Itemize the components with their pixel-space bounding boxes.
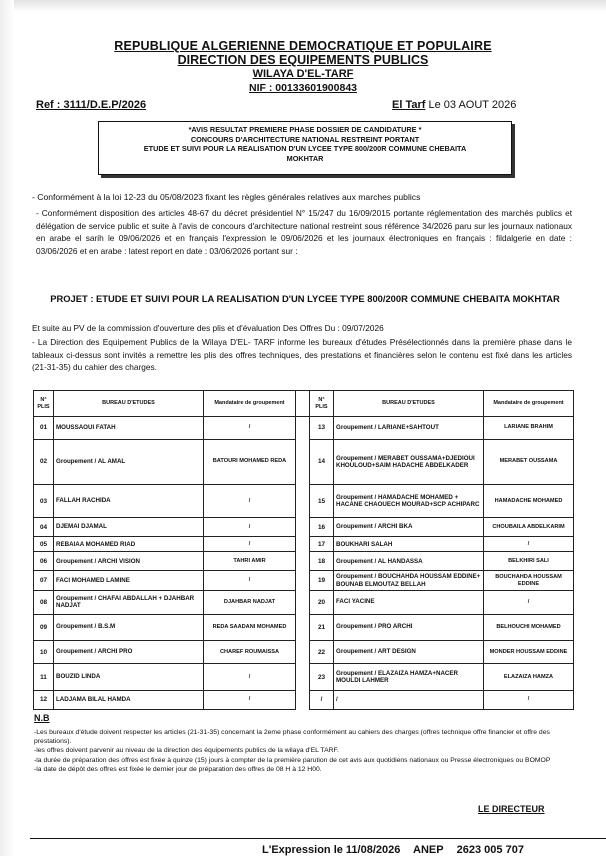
bureau-name-left: Groupement / ARCHI PRO <box>54 640 204 664</box>
row-number-right: 21 <box>310 614 334 640</box>
header-mandataire-right: Mandataire de groupement <box>484 391 574 417</box>
mandataire-left: CHAREF ROUMAISSA <box>204 640 296 664</box>
avis-box <box>98 121 512 175</box>
table-gap <box>296 537 310 552</box>
bureau-name-right: Groupement / ARCHI BKA <box>334 518 484 537</box>
avis-line-4: MOKHTAR <box>286 153 324 163</box>
row-number-left: 10 <box>34 640 54 664</box>
mandataire-right: BELKHIRI SALI <box>484 552 574 571</box>
table-row <box>34 664 574 690</box>
avis-line-2: CONCOURS D'ARCHITECTURE NATIONAL RESTREINT PORTANT <box>190 134 420 144</box>
bureau-name-left: MOUSSAOUI FATAH <box>54 417 204 440</box>
row-number-left: 08 <box>34 590 54 614</box>
pv-paragraph: Et suite au PV de la commission d'ouverture des plis et d'évaluation Des Offres Du : 09/07/2026 <box>32 323 384 333</box>
mandataire-left: / <box>204 537 296 552</box>
table-gap <box>296 614 310 640</box>
header-mandataire-left: Mandataire de groupement <box>204 391 296 417</box>
table-row <box>34 690 574 709</box>
table-row <box>34 590 574 614</box>
mandataire-left: REDA SAADANI MOHAMED <box>204 614 296 640</box>
mandataire-right: / <box>484 537 574 552</box>
table-row <box>34 640 574 664</box>
footer-agency: ANEP <box>413 844 444 856</box>
issue-date: Le 03 AOUT 2026 <box>428 99 517 111</box>
row-number-right: 18 <box>310 552 334 571</box>
row-number-left: 09 <box>34 614 54 640</box>
mandataire-left: / <box>204 690 296 709</box>
mandataire-right: ELAZAIZA HAMZA <box>484 664 574 690</box>
bureau-name-right: FACI YACINE <box>334 590 484 614</box>
table-row <box>34 571 574 590</box>
notes-list <box>34 728 564 774</box>
mandataire-right: / <box>484 690 574 709</box>
row-number-right: 17 <box>310 537 334 552</box>
mandataire-right: BOUCHAHDA HOUSSAM EDDINE <box>484 571 574 590</box>
bureau-name-left: Groupement / ARCHI VISION <box>54 552 204 571</box>
row-number-right: 15 <box>310 485 334 518</box>
bureau-name-right: BOUKHARI SALAH <box>334 537 484 552</box>
bureau-name-right: / <box>334 690 484 709</box>
publication-footer <box>262 844 534 856</box>
row-number-left: 12 <box>34 690 54 709</box>
mandataire-left: DJAHBAR NADJAT <box>204 590 296 614</box>
mandataire-left: / <box>204 485 296 518</box>
table-row <box>34 537 574 552</box>
mandataire-right: / <box>484 590 574 614</box>
avis-line-3: ETUDE ET SUIVI POUR LA REALISATION D'UN LYCEE TYPE 800/200R COMMUNE CHEBAITA <box>143 144 467 154</box>
row-number-right: 13 <box>310 417 334 440</box>
footer-source: L'Expression le 11/08/2026 <box>262 844 401 856</box>
nb-label: N.B <box>34 713 50 723</box>
bureau-name-right: Groupement / AL HANDASSA <box>334 552 484 571</box>
table-row <box>34 614 574 640</box>
bureau-name-right: Groupement / LARIANE+SAHTOUT <box>334 417 484 440</box>
footer-divider <box>30 838 606 839</box>
table-gap <box>296 664 310 690</box>
mandataire-right: MERABET OUSSAMA <box>484 439 574 484</box>
nif-number: NIF : 00133601900843 <box>249 82 357 94</box>
table-row <box>34 439 574 484</box>
row-number-left: 05 <box>34 537 54 552</box>
table-gap <box>296 590 310 614</box>
footer-code: 2623 005 707 <box>456 844 524 856</box>
table-gap <box>296 417 310 440</box>
header-num-right: N° PLIS <box>310 391 334 417</box>
row-number-right: 22 <box>310 640 334 664</box>
row-number-right: 20 <box>310 590 334 614</box>
bureau-name-right: Groupement / MERABET OUSSAMA+DJEDIOUI KHOULOUD+SAIM HADACHE ABDELKADER <box>334 439 484 484</box>
scan-shadow-left <box>0 0 14 856</box>
bureau-name-left: BOUZID LINDA <box>54 664 204 690</box>
bureau-name-left: FACI MOHAMED LAMINE <box>54 571 204 590</box>
table-row <box>34 485 574 518</box>
table-gap <box>296 485 310 518</box>
table-gap <box>296 391 310 417</box>
row-number-left: 06 <box>34 552 54 571</box>
table-gap <box>296 518 310 537</box>
table-gap <box>296 690 310 709</box>
row-number-left: 11 <box>34 664 54 690</box>
mandataire-left: / <box>204 571 296 590</box>
reference-number: Ref : 3111/D.E.P/2026 <box>36 99 147 111</box>
director-signature: LE DIRECTEUR <box>478 804 545 814</box>
table-header-row <box>34 391 574 417</box>
project-title: PROJET : ETUDE ET SUIVI POUR LA REALISATION D'UN LYCEE TYPE 800/200R COMMUNE CHEBAITA MOKHTAR <box>50 293 560 304</box>
bureaux-table <box>33 390 574 710</box>
bureau-name-left: FALLAH RACHIDA <box>54 485 204 518</box>
bureau-name-left: Groupement / CHAFAI ABDALLAH + DJAHBAR NADJAT <box>54 590 204 614</box>
bureau-name-left: Groupement / AL AMAL <box>54 439 204 484</box>
row-number-left: 04 <box>34 518 54 537</box>
mandataire-right: LARIANE BRAHIM <box>484 417 574 440</box>
row-number-right: 16 <box>310 518 334 537</box>
table-gap <box>296 571 310 590</box>
row-number-left: 02 <box>34 439 54 484</box>
table-gap <box>296 439 310 484</box>
row-number-right: 23 <box>310 664 334 690</box>
bureau-name-left: Groupement / B.S.M <box>54 614 204 640</box>
decree-paragraph: - Conformément disposition des articles 48-67 du décret présidentiel N° 15/247 du 16/09/2015 portante réglementation des marchés publics et délégation de service public et suite à l'avis de concours d'architecture national restreint sous référence 34/2026 paru sur les journaux nationaux en arabe el sarih le 09/06/2026 et en français l'expression le 09/06/2026 et les journaux électroniques en français : fildalgerie en date : 03/06/2026 et en arabe : latest report en date : 03/06/2026 portant sur : <box>36 208 572 256</box>
mandataire-left: TAHRI AMIR <box>204 552 296 571</box>
table-gap <box>296 552 310 571</box>
place-date <box>392 99 516 111</box>
bureau-name-right: Groupement / HAMADACHE MOHAMED + HACANE CHAOUECH MOURAD+SCP ACHIPARC <box>334 485 484 518</box>
bureau-name-right: Groupement / ART DESIGN <box>334 640 484 664</box>
invitation-paragraph: - La Direction des Equipement Publics de la Wilaya D'EL- TARF informe les bureaux d'études Présélectionnés dans la première phase dans le tableaux ci-dessus sont invités a remettre les plis des offres techniques, des prestations et financières selon le contenu est fixé dans les articles (21-31-35) du cahier des charges. <box>32 337 572 373</box>
row-number-left: 01 <box>34 417 54 440</box>
header-num-left: N° PLIS <box>34 391 54 417</box>
row-number-right: 19 <box>310 571 334 590</box>
mandataire-right: HAMADACHE MOHAMED <box>484 485 574 518</box>
bureau-name-left: REBAIAA MOHAMED RIAD <box>54 537 204 552</box>
mandataire-left: BATOURI MOHAMED REDA <box>204 439 296 484</box>
direction-title: DIRECTION DES EQUIPEMENTS PUBLICS <box>177 53 429 67</box>
scan-shadow-top <box>0 0 606 12</box>
bureau-name-right: Groupement / BOUCHAHDA HOUSSAM EDDINE+ BOUNAB ELMOUTAZ BELLAH <box>334 571 484 590</box>
bureau-name-left: LADJAMA BILAL HAMDA <box>54 690 204 709</box>
table-row <box>34 552 574 571</box>
note-item: -Les bureaux d'étude doivent respecter les articles (21-31-35) concernant la 2eme phase conformément au cahiers des charges (offres technique offre financier et offre des prestations). <box>34 729 550 746</box>
bureau-name-right: Groupement / PRO ARCHI <box>334 614 484 640</box>
row-number-left: 07 <box>34 571 54 590</box>
table-gap <box>296 640 310 664</box>
mandataire-left: / <box>204 417 296 440</box>
bureau-name-right: Groupement / ELAZAIZA HAMZA+NACER MOULDI LAHMER <box>334 664 484 690</box>
place-name: El Tarf <box>392 99 426 111</box>
table-row <box>34 518 574 537</box>
avis-line-1: *AVIS RESULTAT PREMIERE PHASE DOSSIER DE CANDIDATURE * <box>188 125 422 134</box>
header-bureau-left: BUREAU D'ETUDES <box>54 391 204 417</box>
table-row <box>34 417 574 440</box>
wilaya-title: WILAYA D'EL-TARF <box>252 68 354 80</box>
mandataire-right: MONDER HOUSSAM EDDINE <box>484 640 574 664</box>
header-bureau-right: BUREAU D'ETUDES <box>334 391 484 417</box>
mandataire-right: CHOUBAILA ABDELKARIM <box>484 518 574 537</box>
republic-title: REPUBLIQUE ALGERIENNE DEMOCRATIQUE ET POPULAIRE <box>114 39 492 53</box>
mandataire-left: / <box>204 664 296 690</box>
row-number-left: 03 <box>34 485 54 518</box>
note-item: -les offres doivent parvenir au niveau de la direction des équipements publics de la wilaya d'EL TARF. <box>34 747 339 755</box>
row-number-right: / <box>310 690 334 709</box>
mandataire-left: / <box>204 518 296 537</box>
mandataire-right: BELHOUCHI MOHAMED <box>484 614 574 640</box>
bureau-name-left: DJEMAI DJAMAL <box>54 518 204 537</box>
note-item: -la date de dépôt des offres est fixée le dernier jour de préparation des offres de 08 H à 12 H00. <box>34 765 322 773</box>
law-reference-paragraph: - Conformément à la loi 12-23 du 05/08/2023 fixant les règles générales relatives aux marches publics <box>32 192 421 202</box>
note-item: -la durée de préparation des offres est fixée à quinze (15) jours à compter de la première parution de cet avis aux quotidiens nationaux ou Presse électroniques ou BOMOP <box>34 756 551 764</box>
row-number-right: 14 <box>310 439 334 484</box>
